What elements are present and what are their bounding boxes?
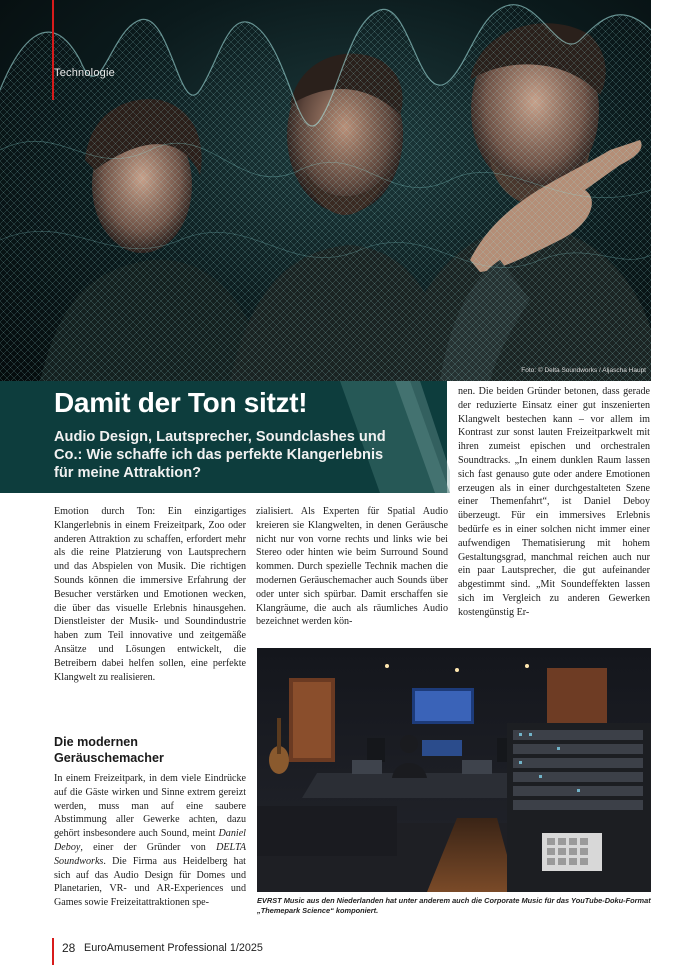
text-run: In einem Freizeitpark, in dem viele Eindrücke auf die Gäste wirken und Sinne extrem gereizt werden, muss man auf eine saubere Abstimmung aller Gewerke achten, dazu gehört insbesondere auch Sound, meint [54, 773, 246, 840]
article-subtitle: Audio Design, Lautsprecher, Soundclashes und Co.: Wie schaffe ich das perfekte Klangerlebnis für meine Attraktion? [54, 429, 386, 481]
section-subheading: Die modernen Geräuschemacher [54, 735, 164, 765]
footer-accent-bar [52, 938, 54, 965]
body-paragraph: Emotion durch Ton: Ein einzigartiges Klangerlebnis in einem Freizeitpark, Zoo oder anderen Attraktion zu schaffen, erfordert mehr als die reine Platzierung von Lautsprechern und das Abspielen von Musik. Die richtigen Sounds können die immersive Erfahrung der Besucher verstärken und Emotionen wecken, die über das visuelle Erlebnis hinausgehen. Dienstleister der Musik- und Soundindustrie haben zum Teil innovative und zeitgemäße Ansätze und Lösungen entwickelt, die Betreibern dabei helfen sollen, eine perfekte Klangwelt zu realisieren. [54, 506, 246, 683]
photo-caption: EVRST Music aus den Niederlanden hat unter anderem auch die Corporate Music für das YouTube-Doku-Format „Themepark Science“ komponiert. [257, 896, 651, 915]
hero-photo [0, 0, 651, 381]
body-column-1 [54, 505, 246, 684]
studio-photo [257, 648, 651, 892]
text-run: . Die Firma aus Heidelberg hat sich auf das Audio Design für Domes und Planetarien, VR- und AR-Experiences und Games sowie Freizeitattraktionen spe- [54, 855, 246, 909]
hero-photo-illustration [0, 0, 651, 381]
article-title: Damit der Ton sitzt! [54, 387, 308, 418]
rubric-accent-bar [52, 0, 54, 100]
body-column-1-continued [54, 772, 246, 910]
section-rubric: Technologie [54, 67, 115, 79]
studio-photo-illustration [257, 648, 651, 892]
body-paragraph: nen. Die beiden Gründer betonen, dass gerade der reduzierte Einsatz einer gut inszenierten Klangwelt bestechen kann – vor allem im Kontrast zur sonst lauten Freizeitparkwelt mit ihren zumeist epischen und orchestralen Soundtracks. „In einem dunklen Raum lassen sich fast genauso gute oder andere Emotionen erzeugen als in einer durchgestalteten Szene einer Themenfahrt“, ist Daniel Deboy überzeugt. Für ein immersives Erlebnis bedürfe es in einer solchen nicht immer einer aufwendigen Thematisierung mit hohem Gestaltungsgrad, manchmal reichen auch nur ein paar Lautsprecher, die gut aufeinander abgestimmt sind. „Mit Soundeffekten lassen sich im Vergleich zu anderen Gewerken kostengünstig Er- [458, 386, 650, 618]
body-column-3 [458, 385, 650, 620]
body-column-2 [256, 505, 448, 629]
person-name: Daniel Deboy [54, 828, 246, 853]
publication-name: EuroAmusement Professional 1/2025 [84, 942, 263, 954]
page-number: 28 [62, 941, 76, 955]
photo-credit: Foto: © Delta Soundworks / Aljascha Haupt [521, 367, 646, 374]
body-paragraph [54, 772, 246, 910]
body-paragraph: zialisiert. Als Experten für Spatial Audio kreieren sie Klangwelten, in denen Geräusche nicht nur von vorne rechts und links wie bei Stereo oder hinten wie beim Surround Sound kommen. Durch spezielle Technik machen die modernen Geräuschemacher auch Sounds über oder unter sich spürbar. Damit erschaffen sie Klangräume, die auch als räumliches Audio bezeichnet werden kön- [256, 506, 448, 628]
company-name: DELTA Soundworks [54, 841, 246, 867]
text-run: , einer der Gründer von [80, 841, 217, 853]
